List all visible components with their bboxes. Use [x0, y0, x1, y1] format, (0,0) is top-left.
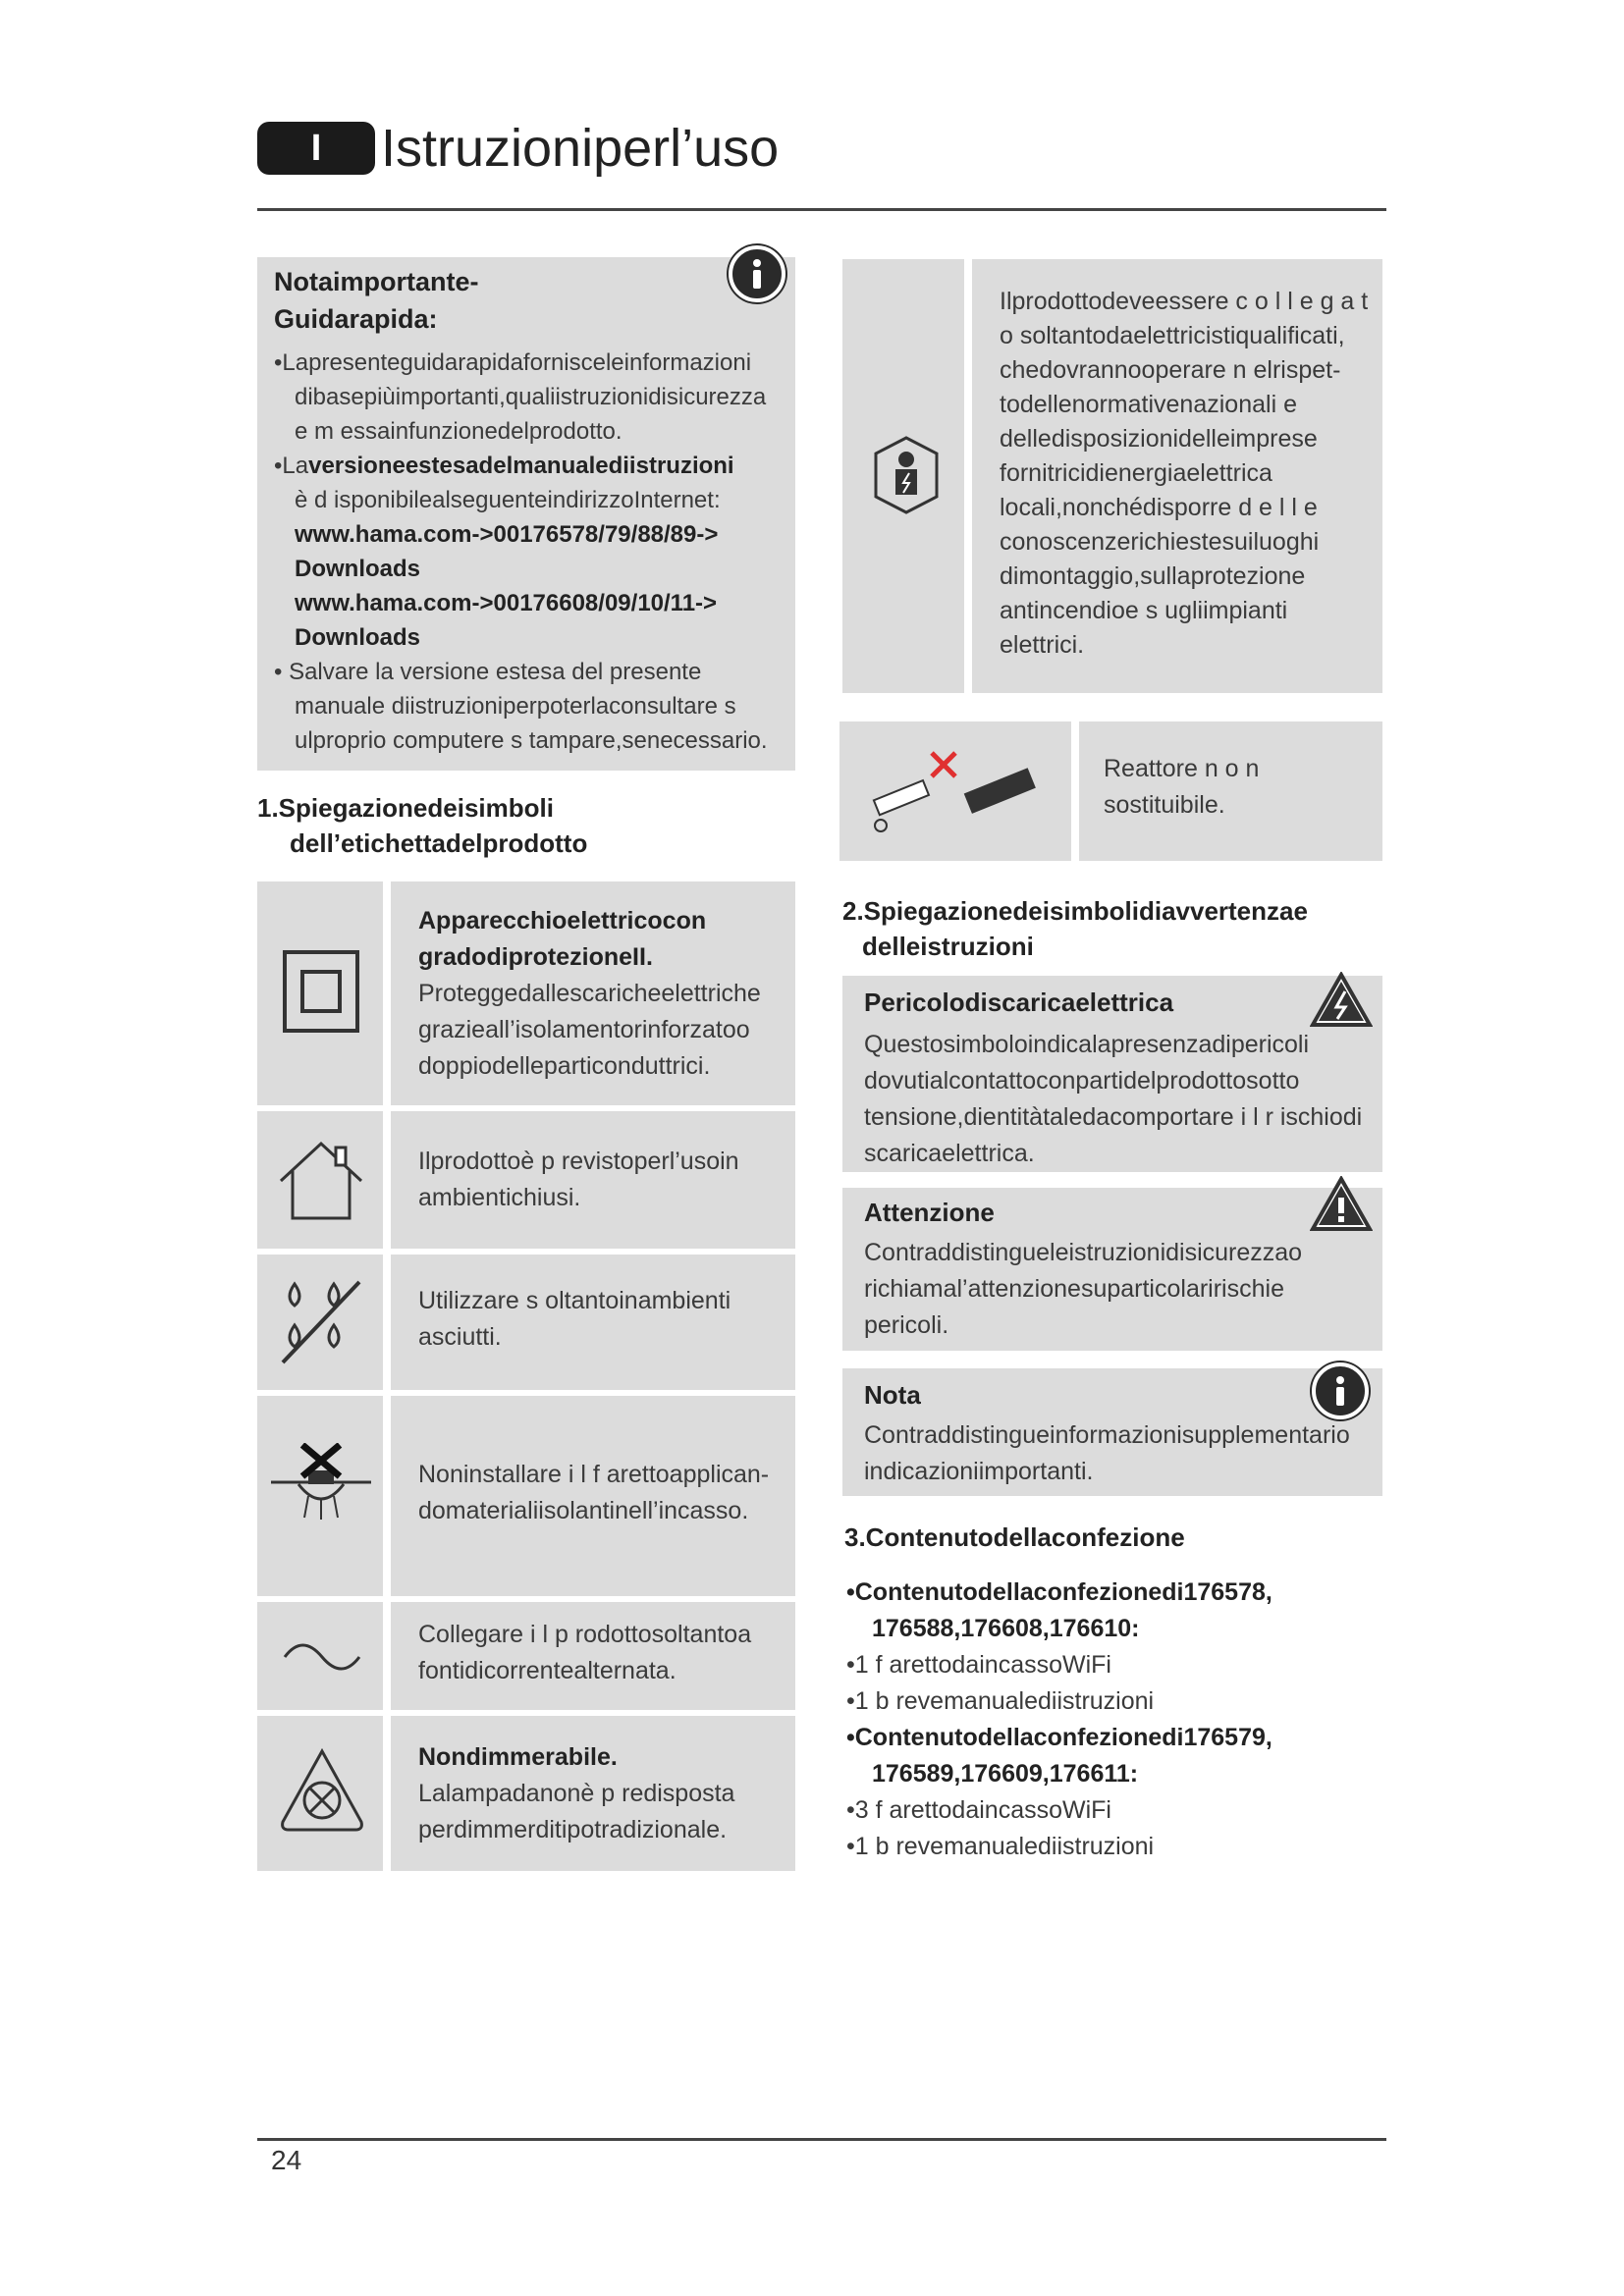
double-square-icon — [283, 950, 361, 1035]
ballast-text: Reattore n o n sostituibile. — [1104, 755, 1260, 819]
symbol-bold-text: Nondimmerabile. — [418, 1743, 618, 1771]
symbol-row-no-insulation — [257, 1396, 795, 1596]
note-title-line-2: Guidarapida: — [274, 304, 438, 334]
alternating-current-icon — [283, 1639, 361, 1673]
warning-title: Nota — [864, 1380, 921, 1410]
house-icon — [277, 1136, 365, 1224]
symbol-row-not-dimmable — [257, 1716, 795, 1871]
footer-divider — [257, 2138, 1386, 2141]
symbol-row-dry-only — [257, 1255, 795, 1390]
package-contents-list — [846, 1575, 1377, 1865]
section-2-title-line-2: delleistruzioni — [862, 932, 1034, 961]
warning-text: Contraddistingueleistruzionidisicurezzao richiamal’attenzionesuparticolaririschie pericoli. — [864, 1239, 1303, 1339]
contents-item: •1 f arettodaincassoWiFi — [846, 1651, 1111, 1679]
note-item-prefix: •La — [274, 453, 309, 479]
warning-title: Attenzione — [864, 1198, 995, 1227]
non-replaceable-ballast-icon — [861, 741, 1054, 841]
lightning-triangle-icon — [1310, 972, 1373, 1029]
contents-item: •1 b revemanualediistruzioni — [846, 1833, 1155, 1860]
language-badge: I — [257, 122, 375, 175]
symbol-text: Collegare i l p rodottosoltantoa fontidicorrentealternata. — [418, 1621, 752, 1684]
symbol-row-indoor — [257, 1111, 795, 1249]
warning-text: Questosimboloindicalapresenzadipericoli dovutialcontattoconpartidelprodottosotto tensione,dientitàtaledacomportare i l r ischiodi scaricaelettrica. — [864, 1031, 1363, 1167]
contents-heading: •Contenutodellaconfezionedi176578, — [846, 1578, 1272, 1606]
note-title-line-1: Notaimportante- — [274, 267, 479, 296]
electrician-icon-cell — [842, 259, 964, 693]
section-1-title — [257, 790, 587, 861]
contents-heading-cont: 176588,176608,176610: — [872, 1615, 1140, 1642]
no-water-drops-icon — [277, 1276, 365, 1368]
symbol-row-protection-class — [257, 881, 795, 1105]
warning-box-note — [842, 1368, 1382, 1496]
note-item: •Lapresenteguidarapidafornisceleinformazioni dibasepiùimportanti,qualiistruzionidisicurezza e m essainfunzionedelprodotto. — [274, 349, 767, 445]
electrician-icon — [872, 436, 941, 514]
info-icon — [1312, 1362, 1369, 1419]
electrician-text: Ilprodottodeveessere c o l l e g a t o soltantodaelettricistiqualificati, chedovrannooperare n elrispet- todellenormativenazionali e delledisposizionidelleimprese fornitricidienergiaelettrica locali,nonchédisporre d e l l e conoscenzerichiestesuiluoghi dimontaggio,sullaprotezione antincendioe s ugliimpianti elettrici. — [1000, 288, 1369, 659]
page-title: Istruzioniperl’uso — [381, 119, 780, 178]
section-1-title-line-1: 1.Spiegazionedeisimboli — [257, 793, 554, 823]
symbol-bold-text: Apparecchioelettricocon gradodiprotezioneII. — [418, 907, 707, 971]
symbol-text: Noninstallare i l f arettoapplican- domaterialiisolantinell’incasso. — [418, 1461, 770, 1524]
info-icon — [729, 245, 785, 302]
page-number: 24 — [271, 2145, 302, 2175]
contents-heading: •Contenutodellaconfezionedi176579, — [846, 1724, 1272, 1751]
section-3-title: 3.Contenutodellaconfezione — [844, 1522, 1185, 1552]
warning-box-electric-shock — [842, 976, 1382, 1172]
ballast-icon-cell — [839, 721, 1071, 861]
note-title — [274, 263, 479, 338]
contents-heading-cont: 176589,176609,176611: — [872, 1760, 1139, 1788]
section-2-title — [842, 893, 1308, 964]
electrician-text-cell — [972, 259, 1382, 693]
warning-box-attention — [842, 1188, 1382, 1351]
note-item — [274, 449, 785, 483]
header-divider — [257, 208, 1386, 211]
symbol-text-cell — [391, 881, 795, 1105]
download-url-1: www.hama.com->00176578/79/88/89-> Downloads — [295, 521, 719, 582]
symbol-text: Lalampadanonè p redisposta perdimmerditipotradizionale. — [418, 1780, 735, 1843]
download-url-2: www.hama.com->00176608/09/10/11-> Downloads — [295, 590, 718, 651]
warning-text: Contraddistingueinformazionisupplementario indicazioniimportanti. — [864, 1421, 1350, 1485]
symbol-text: Ilprodottoè p revistoperl’usoin ambientichiusi. — [418, 1148, 739, 1211]
note-list — [274, 346, 785, 758]
symbol-text: Utilizzare s oltantoinambienti asciutti. — [418, 1287, 731, 1351]
contents-item: •1 b revemanualediistruzioni — [846, 1687, 1155, 1715]
ballast-text-cell — [1079, 721, 1382, 861]
symbol-text: Proteggedallescaricheelettriche grazieall’isolamentorinforzatoo doppiodelleparticonduttrici. — [418, 980, 761, 1080]
no-insulating-material-icon — [269, 1443, 373, 1522]
section-1-title-line-2: dell’etichettadelprodotto — [290, 828, 588, 858]
note-item: • Salvare la versione estesa del presente manuale diistruzioniperpoterlaconsultare s ulproprio computere s tampare,senecessario. — [274, 659, 768, 754]
warning-title: Pericolodiscaricaelettrica — [864, 988, 1174, 1017]
note-item: è d isponibilealseguenteindirizzoInternet: — [295, 487, 721, 513]
contents-item: •3 f arettodaincassoWiFi — [846, 1796, 1111, 1824]
note-item-bold: versioneestesadelmanualediistruzioni — [308, 453, 734, 479]
symbol-icon-cell — [257, 881, 383, 1105]
exclamation-triangle-icon — [1310, 1176, 1373, 1233]
not-dimmable-icon — [279, 1745, 365, 1836]
section-2-title-line-1: 2.Spiegazionedeisimbolidiavvertenzae — [842, 896, 1308, 926]
symbol-row-ac-current — [257, 1602, 795, 1710]
